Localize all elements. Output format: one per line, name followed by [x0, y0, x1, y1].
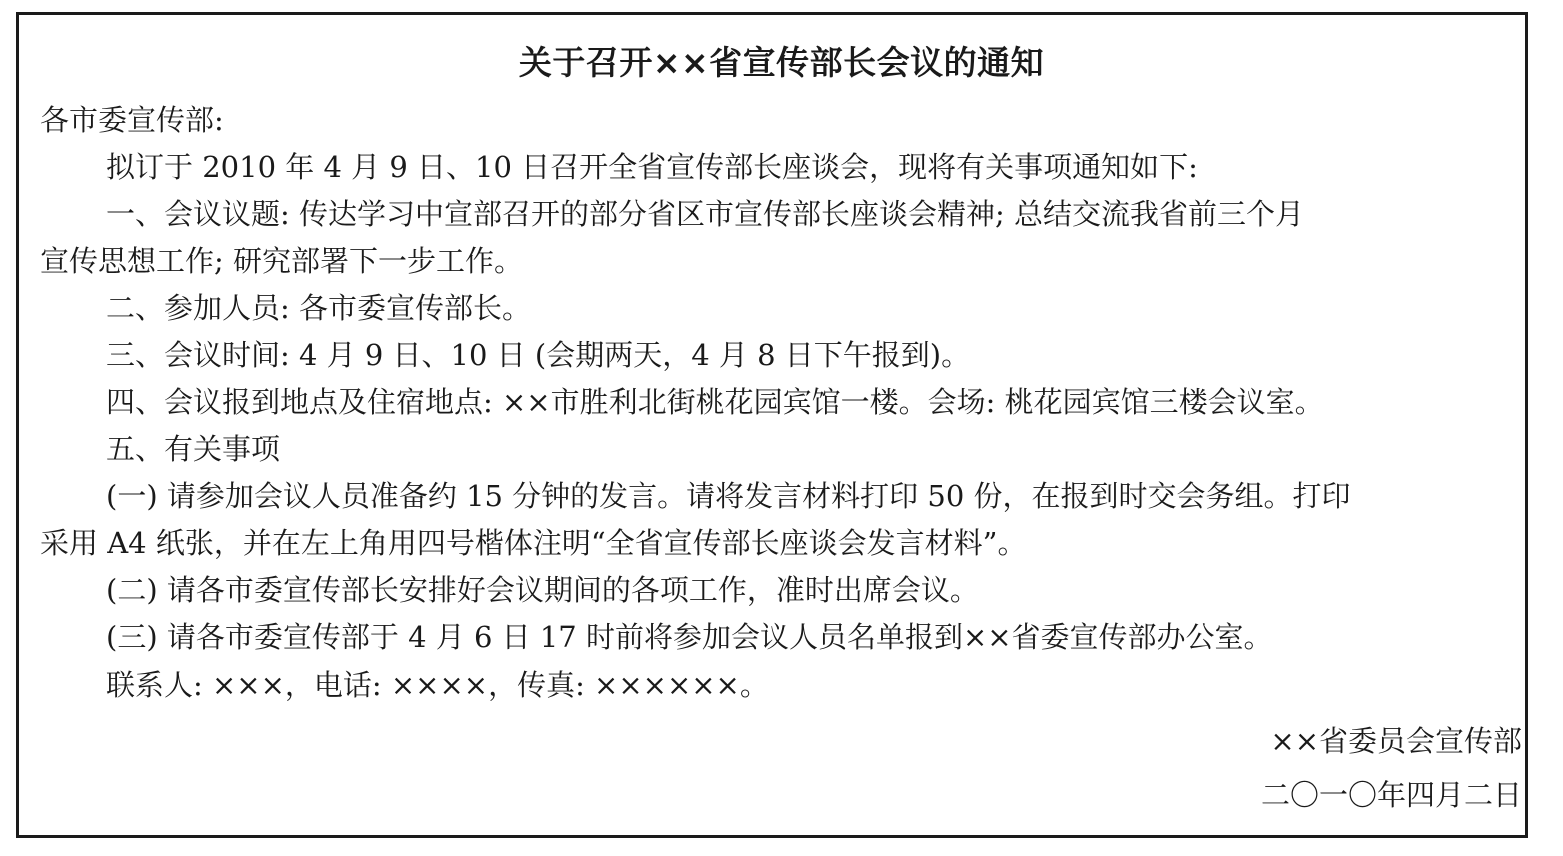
- item-3: 三、会议时间: 4 月 9 日、10 日 (会期两天，4 月 8 日下午报到)。: [106, 338, 971, 372]
- document-date: 二〇一〇年四月二日: [1260, 778, 1522, 812]
- signer: ××省委员会宣传部: [1270, 724, 1522, 758]
- sub-item-2: (二) 请各市委宣传部长安排好会议期间的各项工作，准时出席会议。: [106, 573, 979, 607]
- contact-line: 联系人: ×××，电话: ××××，传真: ××××××。: [106, 668, 769, 702]
- sub-item-3: (三) 请各市委宣传部于 4 月 6 日 17 时前将参加会议人员名单报到××省委宣传部办公室。: [106, 620, 1273, 654]
- sub-item-1-line-1: (一) 请参加会议人员准备约 15 分钟的发言。请将发言材料打印 50 份，在报到时交会务组。打印: [106, 479, 1351, 513]
- sub-item-1-line-2: 采用 A4 纸张，并在左上角用四号楷体注明“全省宣传部长座谈会发言材料”。: [40, 526, 1027, 560]
- salutation: 各市委宣传部:: [40, 103, 224, 137]
- document-title: 关于召开××省宣传部长会议的通知: [518, 43, 1045, 82]
- intro-paragraph: 拟订于 2010 年 4 月 9 日、10 日召开全省宣传部长座谈会，现将有关事项通知如下:: [106, 150, 1198, 184]
- item-2: 二、参加人员: 各市委宣传部长。: [106, 291, 531, 325]
- item-1-line-1: 一、会议议题: 传达学习中宣部召开的部分省区市宣传部长座谈会精神; 总结交流我省前三个月: [106, 197, 1304, 231]
- item-4: 四、会议报到地点及住宿地点: ××市胜利北街桃花园宾馆一楼。会场: 桃花园宾馆三楼会议室。: [106, 385, 1324, 419]
- item-5: 五、有关事项: [106, 432, 281, 466]
- item-1-line-2: 宣传思想工作; 研究部署下一步工作。: [40, 244, 523, 278]
